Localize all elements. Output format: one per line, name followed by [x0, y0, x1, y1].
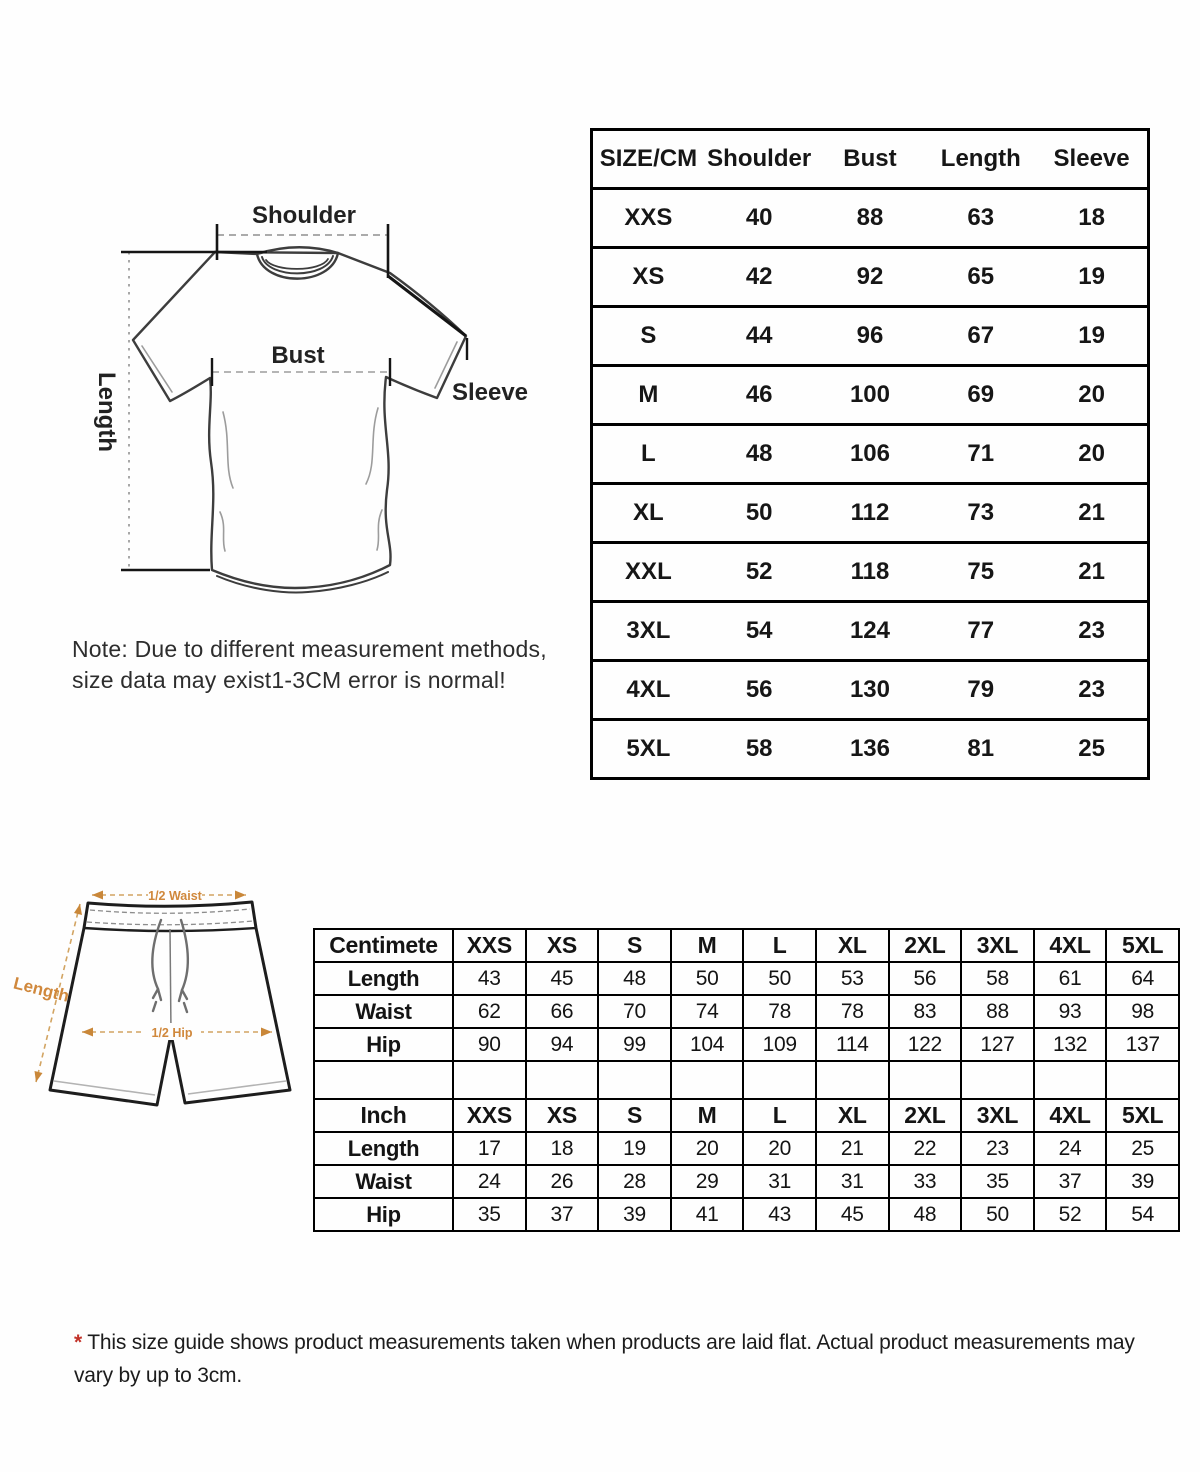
value-cell: 58 [704, 720, 815, 779]
value-cell: 52 [1034, 1198, 1107, 1231]
spacer-cell [598, 1061, 671, 1099]
value-cell: 20 [671, 1132, 744, 1165]
column-header: XXS [453, 1099, 526, 1132]
value-cell: 56 [704, 661, 815, 720]
value-cell: 41 [671, 1198, 744, 1231]
spacer-cell [526, 1061, 599, 1099]
value-cell: 100 [815, 366, 926, 425]
data-row [314, 1165, 1179, 1198]
data-row [592, 307, 1149, 366]
value-cell: 77 [925, 602, 1036, 661]
spacer-row [314, 1061, 1179, 1099]
value-cell: 22 [889, 1132, 962, 1165]
value-cell: 88 [815, 189, 926, 248]
column-header: 5XL [1106, 929, 1179, 962]
column-header: SIZE/CM [592, 130, 704, 189]
row-label: Length [314, 962, 453, 995]
data-row [592, 189, 1149, 248]
value-cell: 112 [815, 484, 926, 543]
value-cell: 43 [743, 1198, 816, 1231]
value-cell: 31 [743, 1165, 816, 1198]
row-label: XXS [592, 189, 704, 248]
value-cell: 88 [961, 995, 1034, 1028]
shorts-length-label: Length [11, 973, 72, 1006]
column-header: XL [816, 1099, 889, 1132]
value-cell: 45 [816, 1198, 889, 1231]
value-cell: 39 [598, 1198, 671, 1231]
data-row [592, 248, 1149, 307]
sleeve-measure-line [388, 276, 466, 336]
row-label: L [592, 425, 704, 484]
value-cell: 23 [961, 1132, 1034, 1165]
value-cell: 65 [925, 248, 1036, 307]
shoulder-label: Shoulder [251, 202, 357, 229]
measurement-note-line2: size data may exist1-3CM error is normal! [72, 667, 506, 693]
column-header: 5XL [1106, 1099, 1179, 1132]
value-cell: 93 [1034, 995, 1107, 1028]
data-row [314, 1198, 1179, 1231]
value-cell: 106 [815, 425, 926, 484]
column-header: Shoulder [704, 130, 815, 189]
value-cell: 109 [743, 1028, 816, 1061]
row-label: Length [314, 1132, 453, 1165]
data-row [592, 425, 1149, 484]
length-arrow-top [74, 904, 82, 915]
measurement-note [72, 634, 572, 696]
data-row [592, 661, 1149, 720]
value-cell: 17 [453, 1132, 526, 1165]
value-cell: 98 [1106, 995, 1179, 1028]
value-cell: 40 [704, 189, 815, 248]
spacer-cell [816, 1061, 889, 1099]
value-cell: 19 [1036, 307, 1148, 366]
value-cell: 69 [925, 366, 1036, 425]
value-cell: 50 [961, 1198, 1034, 1231]
value-cell: 99 [598, 1028, 671, 1061]
shorts-size-tables [313, 928, 1180, 1232]
value-cell: 26 [526, 1165, 599, 1198]
row-label: XL [592, 484, 704, 543]
value-cell: 73 [925, 484, 1036, 543]
spacer-cell [961, 1061, 1034, 1099]
measurement-note-line1: Note: Due to different measurement methods, [72, 636, 547, 662]
value-cell: 58 [961, 962, 1034, 995]
column-header: L [743, 929, 816, 962]
row-label: XXL [592, 543, 704, 602]
value-cell: 78 [816, 995, 889, 1028]
column-header: 2XL [889, 929, 962, 962]
column-header: L [743, 1099, 816, 1132]
spacer-cell [889, 1061, 962, 1099]
spacer-cell [743, 1061, 816, 1099]
shorts-stitching [54, 909, 286, 1095]
value-cell: 62 [453, 995, 526, 1028]
footnote-text: This size guide shows product measurements taken when products are laid flat. Actual product measurements may vary by up to 3cm. [74, 1331, 1135, 1387]
value-cell: 74 [671, 995, 744, 1028]
row-label: Hip [314, 1028, 453, 1061]
value-cell: 43 [453, 962, 526, 995]
value-cell: 118 [815, 543, 926, 602]
footnote-asterisk: * [74, 1331, 82, 1354]
column-header: 3XL [961, 929, 1034, 962]
value-cell: 132 [1034, 1028, 1107, 1061]
column-header: M [671, 929, 744, 962]
column-header: Sleeve [1036, 130, 1148, 189]
value-cell: 54 [1106, 1198, 1179, 1231]
value-cell: 63 [925, 189, 1036, 248]
value-cell: 50 [671, 962, 744, 995]
value-cell: 66 [526, 995, 599, 1028]
value-cell: 67 [925, 307, 1036, 366]
column-header: Bust [815, 130, 926, 189]
data-row [314, 1028, 1179, 1061]
value-cell: 50 [743, 962, 816, 995]
value-cell: 28 [598, 1165, 671, 1198]
value-cell: 24 [1034, 1132, 1107, 1165]
value-cell: 56 [889, 962, 962, 995]
value-cell: 39 [1106, 1165, 1179, 1198]
value-cell: 21 [1036, 543, 1148, 602]
spacer-cell [1106, 1061, 1179, 1099]
column-header: M [671, 1099, 744, 1132]
row-label: 5XL [592, 720, 704, 779]
data-row [592, 720, 1149, 779]
value-cell: 48 [704, 425, 815, 484]
value-cell: 136 [815, 720, 926, 779]
value-cell: 53 [816, 962, 889, 995]
shirt-size-table [590, 128, 1150, 780]
sleeve-label: Sleeve [451, 379, 529, 406]
value-cell: 75 [925, 543, 1036, 602]
value-cell: 78 [743, 995, 816, 1028]
value-cell: 23 [1036, 602, 1148, 661]
value-cell: 94 [526, 1028, 599, 1061]
half-hip-arrow-left [82, 1028, 93, 1037]
value-cell: 71 [925, 425, 1036, 484]
value-cell: 31 [816, 1165, 889, 1198]
value-cell: 20 [743, 1132, 816, 1165]
value-cell: 114 [816, 1028, 889, 1061]
value-cell: 25 [1106, 1132, 1179, 1165]
shorts-measurement-diagram [10, 862, 310, 1142]
spacer-cell [453, 1061, 526, 1099]
data-table [590, 128, 1150, 780]
value-cell: 37 [1034, 1165, 1107, 1198]
half-waist-label: 1/2 Waist [148, 889, 202, 903]
value-cell: 21 [1036, 484, 1148, 543]
value-cell: 83 [889, 995, 962, 1028]
half-hip-label: 1/2 Hip [151, 1026, 193, 1040]
column-header: 3XL [961, 1099, 1034, 1132]
header-row [314, 1099, 1179, 1132]
value-cell: 18 [526, 1132, 599, 1165]
value-cell: 35 [453, 1198, 526, 1231]
value-cell: 42 [704, 248, 815, 307]
row-label: XS [592, 248, 704, 307]
tshirt-measurement-diagram [60, 180, 560, 630]
value-cell: 70 [598, 995, 671, 1028]
footnote [74, 1326, 1174, 1392]
row-label: 4XL [592, 661, 704, 720]
tshirt-labels [93, 202, 528, 452]
value-cell: 18 [1036, 189, 1148, 248]
column-header: XL [816, 929, 889, 962]
data-row [314, 1132, 1179, 1165]
column-header: Inch [314, 1099, 453, 1132]
value-cell: 19 [1036, 248, 1148, 307]
header-row [592, 130, 1149, 189]
value-cell: 48 [598, 962, 671, 995]
header-row [314, 929, 1179, 962]
bust-label: Bust [271, 342, 325, 369]
column-header: XXS [453, 929, 526, 962]
value-cell: 44 [704, 307, 815, 366]
value-cell: 124 [815, 602, 926, 661]
tshirt-measure-lines [121, 224, 467, 570]
half-hip-arrow-right [261, 1028, 272, 1037]
row-label: 3XL [592, 602, 704, 661]
value-cell: 81 [925, 720, 1036, 779]
column-header: 2XL [889, 1099, 962, 1132]
shorts-measure-lines [35, 886, 273, 1082]
data-row [592, 602, 1149, 661]
value-cell: 130 [815, 661, 926, 720]
half-waist-arrow-left [92, 891, 103, 900]
value-cell: 33 [889, 1165, 962, 1198]
value-cell: 92 [815, 248, 926, 307]
column-header: S [598, 929, 671, 962]
value-cell: 37 [526, 1198, 599, 1231]
tshirt-wrinkles [142, 342, 457, 551]
value-cell: 61 [1034, 962, 1107, 995]
value-cell: 29 [671, 1165, 744, 1198]
column-header: Length [925, 130, 1036, 189]
value-cell: 24 [453, 1165, 526, 1198]
row-label: Waist [314, 995, 453, 1028]
data-row [314, 962, 1179, 995]
column-header: Centimete [314, 929, 453, 962]
value-cell: 137 [1106, 1028, 1179, 1061]
row-label: Hip [314, 1198, 453, 1231]
value-cell: 122 [889, 1028, 962, 1061]
value-cell: 20 [1036, 425, 1148, 484]
data-row [592, 543, 1149, 602]
spacer-cell [314, 1061, 453, 1099]
column-header: XS [526, 929, 599, 962]
data-row [592, 366, 1149, 425]
spacer-cell [671, 1061, 744, 1099]
value-cell: 52 [704, 543, 815, 602]
value-cell: 90 [453, 1028, 526, 1061]
value-cell: 79 [925, 661, 1036, 720]
value-cell: 48 [889, 1198, 962, 1231]
row-label: S [592, 307, 704, 366]
column-header: XS [526, 1099, 599, 1132]
value-cell: 45 [526, 962, 599, 995]
value-cell: 19 [598, 1132, 671, 1165]
half-waist-arrow-right [235, 891, 246, 900]
column-header: S [598, 1099, 671, 1132]
row-label: Waist [314, 1165, 453, 1198]
row-label: M [592, 366, 704, 425]
value-cell: 96 [815, 307, 926, 366]
value-cell: 23 [1036, 661, 1148, 720]
data-row [314, 995, 1179, 1028]
data-row [592, 484, 1149, 543]
value-cell: 35 [961, 1165, 1034, 1198]
value-cell: 50 [704, 484, 815, 543]
value-cell: 25 [1036, 720, 1148, 779]
column-header: 4XL [1034, 1099, 1107, 1132]
data-table [313, 928, 1180, 1232]
value-cell: 21 [816, 1132, 889, 1165]
spacer-cell [1034, 1061, 1107, 1099]
value-cell: 127 [961, 1028, 1034, 1061]
value-cell: 20 [1036, 366, 1148, 425]
value-cell: 104 [671, 1028, 744, 1061]
value-cell: 46 [704, 366, 815, 425]
value-cell: 54 [704, 602, 815, 661]
column-header: 4XL [1034, 929, 1107, 962]
value-cell: 64 [1106, 962, 1179, 995]
length-label: Length [93, 372, 120, 452]
